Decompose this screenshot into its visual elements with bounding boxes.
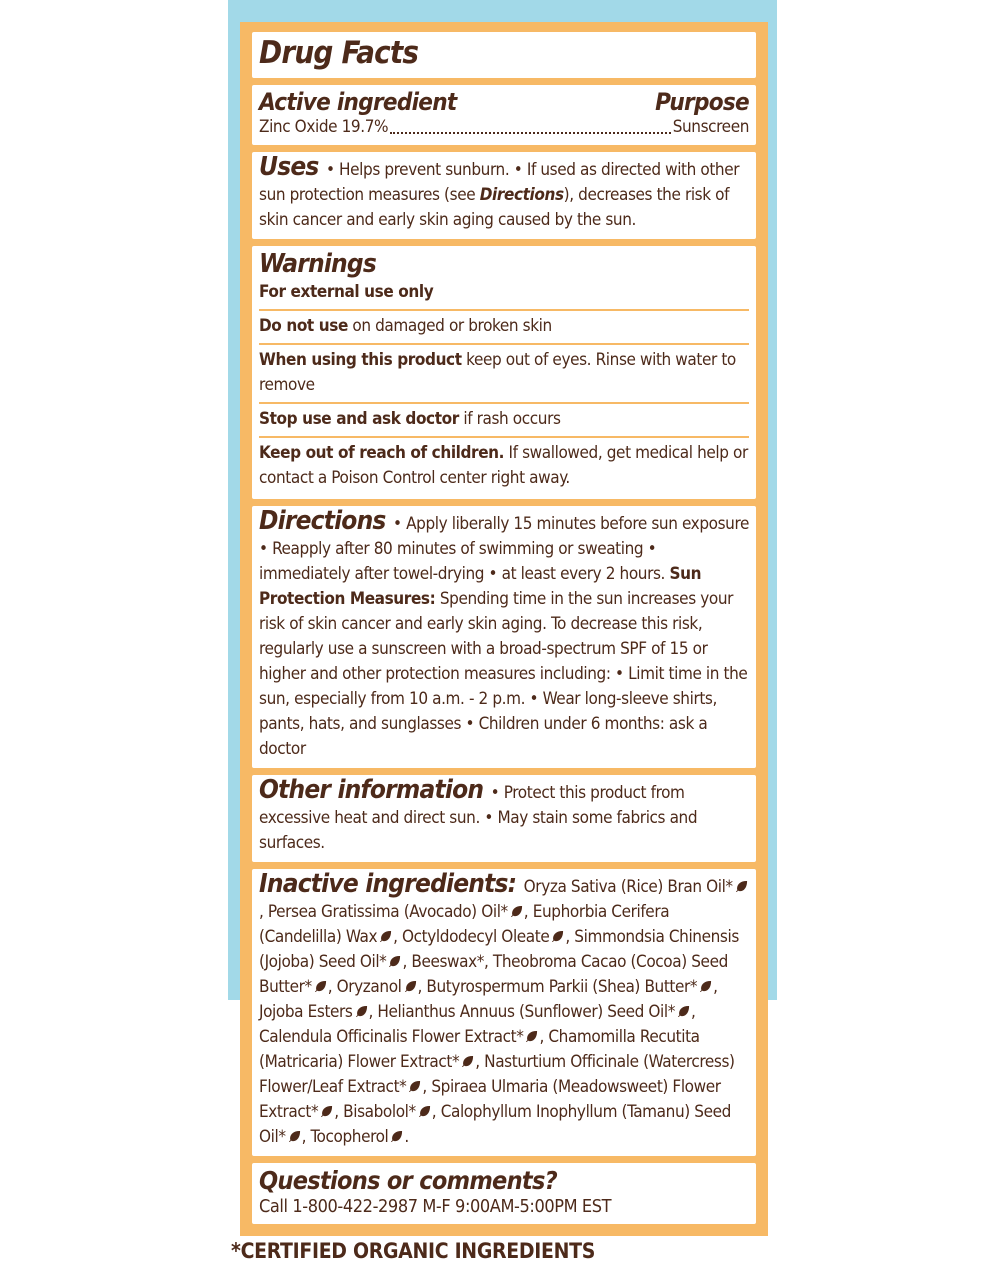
- questions-title: Questions or comments?: [259, 1166, 558, 1195]
- leaf-icon: [510, 905, 523, 918]
- body-text: , Simmondsia Chinensis (Jojoba) Seed Oil*: [259, 927, 739, 972]
- body-text: , Chamomilla Recutita (Matricaria) Flower Extract*: [259, 1027, 700, 1072]
- body-text: if rash occurs: [458, 409, 561, 429]
- body-text: Oryza Sativa (Rice) Bran Oil*: [519, 877, 733, 897]
- warning-line: [259, 279, 749, 311]
- body-text: , Helianthus Annuus (Sunflower) Seed Oil*: [368, 1002, 675, 1022]
- drug-facts-label: [240, 22, 768, 1236]
- section-heading: Inactive ingredients:: [259, 869, 517, 899]
- body-text: , Euphorbia Cerifera (Candelilla) Wax: [259, 902, 670, 947]
- package-blue-panel: [228, 0, 777, 1263]
- body-text: keep out of eyes. Rinse with water to remove: [259, 350, 736, 395]
- leaf-icon: [320, 1105, 333, 1118]
- leaf-icon: [461, 1055, 474, 1068]
- active-ingredient-name: Zinc Oxide 19.7%: [259, 117, 389, 137]
- body-text: Directions: [479, 185, 564, 205]
- body-text: Keep out of reach of children.: [259, 443, 505, 463]
- leaf-icon: [677, 1005, 690, 1018]
- body-text: Do not use: [259, 316, 348, 336]
- dot-leader: [390, 132, 671, 134]
- active-ingredient-section: [252, 85, 756, 145]
- section-heading: Other information: [259, 775, 484, 805]
- body-text: • Apply liberally 15 minutes before sun exposure • Reapply after 80 minutes of swimming or sweating • immediately after towel-drying • at least every 2 hours.: [259, 514, 749, 584]
- leaf-icon: [379, 930, 392, 943]
- body-text: , Bisabolol*: [334, 1102, 416, 1122]
- purpose-heading: Purpose: [655, 88, 749, 116]
- body-text: Spending time in the sun increases your risk of skin cancer and early skin aging. To decrease this risk, regularly use a sunscreen with a broad-spectrum SPF of 15 or higher and other protection measures including: • Limit time in the sun, especially from 10 a.m. - 2 p.m. • Wear long-sleeve shirts, pants, hats, and sunglasses • Children under 6 months: ask a doctor: [259, 589, 748, 759]
- body-text: , Octyldodecyl Oleate: [393, 927, 550, 947]
- body-text: Stop use and ask doctor: [259, 409, 459, 429]
- active-ingredient-value-row: [259, 116, 749, 139]
- body-text: , Calophyllum Inophyllum (Tamanu) Seed Oil*: [259, 1102, 731, 1147]
- body-text: ), decreases the risk of skin cancer and early skin aging caused by the sun.: [259, 185, 730, 230]
- leaf-icon: [735, 880, 748, 893]
- body-text: When using this product: [259, 350, 462, 370]
- warning-line: [259, 313, 749, 345]
- body-text: If swallowed, get medical help or contact a Poison Control center right away.: [259, 443, 748, 488]
- uses-section: [252, 152, 756, 239]
- warnings-title: Warnings: [259, 249, 376, 279]
- body-text: , Nasturtium Officinale (Watercress) Flower/Leaf Extract*: [259, 1052, 735, 1097]
- leaf-icon: [408, 1080, 421, 1093]
- directions-section: [252, 506, 756, 768]
- drug-facts-title: Drug Facts: [259, 35, 419, 71]
- active-ingredient-header-row: [259, 88, 749, 116]
- body-text: on damaged or broken skin: [347, 316, 552, 336]
- leaf-icon: [551, 930, 564, 943]
- body-text: For external use only: [259, 282, 434, 302]
- section-heading: Uses: [259, 152, 319, 182]
- other-information-section: [252, 775, 756, 862]
- purpose-value: Sunscreen: [672, 117, 749, 137]
- questions-section: [252, 1163, 756, 1224]
- warning-line: [259, 406, 749, 438]
- body-text: , Calendula Officinalis Flower Extract*: [259, 1002, 696, 1047]
- leaf-icon: [390, 1130, 403, 1143]
- body-text: , Jojoba Esters: [259, 977, 718, 1022]
- warning-line: [259, 347, 749, 404]
- warning-line: [259, 440, 749, 493]
- leaf-icon: [418, 1105, 431, 1118]
- body-text: , Butyrospermum Parkii (Shea) Butter*: [417, 977, 698, 997]
- leaf-icon: [314, 980, 327, 993]
- body-text: .: [404, 1127, 409, 1147]
- body-text: • Protect this product from excessive heat and direct sun. • May stain some fabrics and surfaces.: [259, 783, 698, 853]
- leaf-icon: [404, 980, 417, 993]
- leaf-icon: [388, 955, 401, 968]
- leaf-icon: [355, 1005, 368, 1018]
- body-text: , Beeswax*, Theobroma Cacao (Cocoa) Seed Butter*: [259, 952, 728, 997]
- drug-facts-title-section: [252, 32, 756, 78]
- active-ingredient-heading: Active ingredient: [259, 88, 457, 116]
- leaf-icon: [525, 1030, 538, 1043]
- section-heading: Directions: [259, 506, 386, 536]
- body-text: , Persea Gratissima (Avocado) Oil*: [259, 902, 508, 922]
- questions-phone-line: Call 1-800-422-2987 M-F 9:00AM-5:00PM EST: [259, 1196, 612, 1217]
- certified-organic-footnote: *CERTIFIED ORGANIC INGREDIENTS: [231, 1239, 596, 1263]
- body-text: , Oryzanol: [327, 977, 402, 997]
- leaf-icon: [699, 980, 712, 993]
- leaf-icon: [288, 1130, 301, 1143]
- body-text: • Helps prevent sunburn. • If used as directed with other sun protection measures (see: [259, 160, 740, 205]
- inactive-ingredients-section: [252, 869, 756, 1156]
- body-text: , Spiraea Ulmaria (Meadowsweet) Flower Extract*: [259, 1077, 721, 1122]
- warnings-section: [252, 246, 756, 499]
- body-text: Sun Protection Measures:: [259, 564, 702, 609]
- body-text: , Tocopherol: [301, 1127, 389, 1147]
